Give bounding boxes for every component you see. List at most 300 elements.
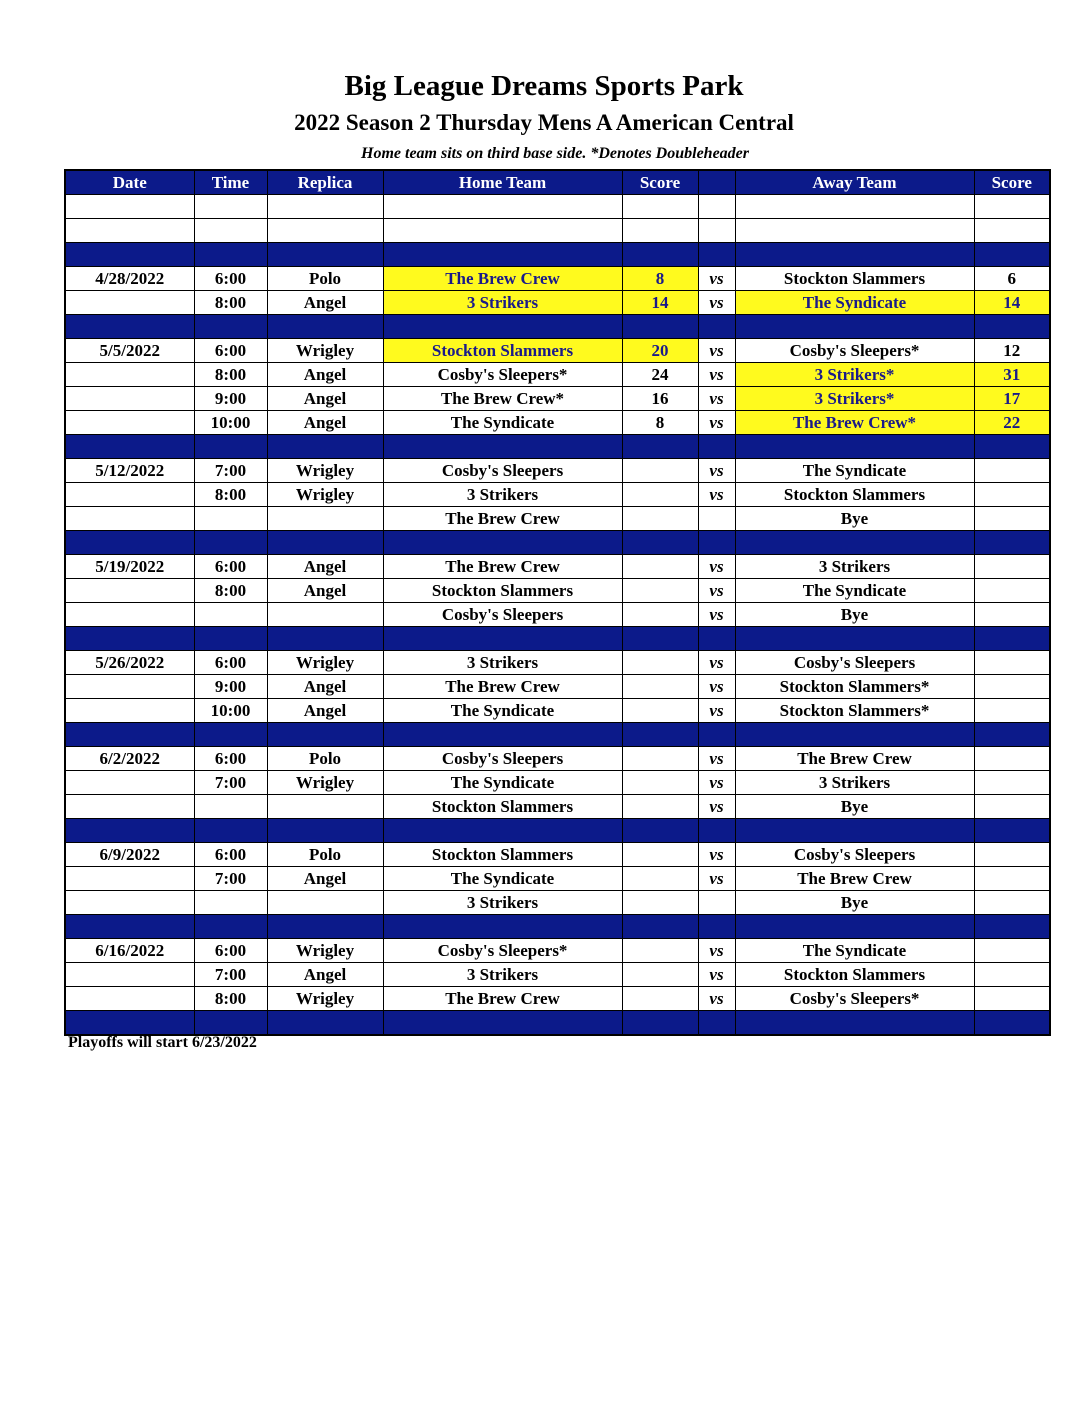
away-score-cell (974, 891, 1050, 915)
away-score-cell (974, 603, 1050, 627)
away-team-cell: The Brew Crew* (735, 411, 974, 435)
home-score-cell (622, 699, 698, 723)
home-score-cell (622, 963, 698, 987)
table-row (65, 771, 1050, 795)
away-team-cell (735, 531, 974, 555)
date-cell (65, 723, 194, 747)
away-score-cell: 17 (974, 387, 1050, 411)
time-cell: 8:00 (194, 483, 267, 507)
away-team-cell (735, 315, 974, 339)
home-team-cell (383, 435, 622, 459)
time-cell (194, 915, 267, 939)
away-team-cell: Bye (735, 795, 974, 819)
replica-cell: Wrigley (267, 939, 383, 963)
date-cell (65, 771, 194, 795)
home-score-cell (622, 987, 698, 1011)
home-score-cell (622, 843, 698, 867)
col-header-vs (698, 170, 735, 195)
replica-cell: Angel (267, 699, 383, 723)
replica-cell: Polo (267, 267, 383, 291)
date-cell (65, 483, 194, 507)
away-team-cell: Bye (735, 891, 974, 915)
home-score-cell (622, 507, 698, 531)
replica-cell: Angel (267, 291, 383, 315)
away-team-cell: The Syndicate (735, 579, 974, 603)
away-team-cell: The Brew Crew (735, 747, 974, 771)
home-team-cell: The Syndicate (383, 867, 622, 891)
away-score-cell (974, 243, 1050, 267)
time-cell: 6:00 (194, 267, 267, 291)
table-row (65, 507, 1050, 531)
date-cell: 5/5/2022 (65, 339, 194, 363)
vs-cell (698, 819, 735, 843)
vs-cell: vs (698, 387, 735, 411)
away-team-cell: The Syndicate (735, 939, 974, 963)
col-header-away-team: Away Team (735, 170, 974, 195)
vs-cell (698, 723, 735, 747)
vs-cell: vs (698, 843, 735, 867)
replica-cell: Wrigley (267, 987, 383, 1011)
home-team-cell (383, 1011, 622, 1036)
time-cell: 8:00 (194, 291, 267, 315)
date-cell (65, 699, 194, 723)
home-team-cell: The Brew Crew (383, 555, 622, 579)
away-score-cell (974, 675, 1050, 699)
home-score-cell (622, 603, 698, 627)
date-cell: 6/9/2022 (65, 843, 194, 867)
away-score-cell (974, 555, 1050, 579)
home-team-cell: The Syndicate (383, 771, 622, 795)
table-row (65, 411, 1050, 435)
home-team-cell (383, 315, 622, 339)
home-score-cell (622, 195, 698, 219)
time-cell (194, 723, 267, 747)
table-row (65, 339, 1050, 363)
replica-cell (267, 195, 383, 219)
home-score-cell (622, 435, 698, 459)
vs-cell: vs (698, 603, 735, 627)
time-cell (194, 507, 267, 531)
table-row (65, 387, 1050, 411)
away-score-cell (974, 771, 1050, 795)
table-row (65, 675, 1050, 699)
vs-cell: vs (698, 939, 735, 963)
separator-row (65, 627, 1050, 651)
away-team-cell: 3 Strikers (735, 771, 974, 795)
away-score-cell (974, 459, 1050, 483)
away-score-cell (974, 507, 1050, 531)
home-score-cell (622, 891, 698, 915)
home-team-cell: Stockton Slammers (383, 843, 622, 867)
vs-cell (698, 243, 735, 267)
date-cell (65, 795, 194, 819)
vs-cell (698, 915, 735, 939)
table-row (65, 963, 1050, 987)
away-score-cell: 22 (974, 411, 1050, 435)
time-cell: 8:00 (194, 363, 267, 387)
away-team-cell (735, 915, 974, 939)
home-score-cell (622, 315, 698, 339)
replica-cell: Angel (267, 363, 383, 387)
away-team-cell: Bye (735, 603, 974, 627)
vs-cell: vs (698, 483, 735, 507)
home-score-cell (622, 219, 698, 243)
home-team-cell: Stockton Slammers (383, 795, 622, 819)
date-cell (65, 675, 194, 699)
home-team-cell: Cosby's Sleepers (383, 459, 622, 483)
separator-row (65, 243, 1050, 267)
home-score-cell (622, 651, 698, 675)
table-row (65, 483, 1050, 507)
date-cell (65, 363, 194, 387)
time-cell (194, 195, 267, 219)
away-score-cell (974, 867, 1050, 891)
date-cell: 5/12/2022 (65, 459, 194, 483)
home-team-cell: Cosby's Sleepers* (383, 939, 622, 963)
home-team-cell (383, 219, 622, 243)
table-row (65, 555, 1050, 579)
time-cell (194, 435, 267, 459)
time-cell (194, 891, 267, 915)
replica-cell: Angel (267, 387, 383, 411)
away-score-cell (974, 1011, 1050, 1036)
vs-cell: vs (698, 363, 735, 387)
replica-cell: Wrigley (267, 483, 383, 507)
replica-cell (267, 435, 383, 459)
replica-cell: Wrigley (267, 771, 383, 795)
time-cell: 7:00 (194, 963, 267, 987)
time-cell: 8:00 (194, 987, 267, 1011)
time-cell (194, 819, 267, 843)
home-score-cell (622, 915, 698, 939)
vs-cell: vs (698, 675, 735, 699)
home-team-cell: The Syndicate (383, 699, 622, 723)
replica-cell (267, 219, 383, 243)
table-header-row (65, 170, 1050, 195)
vs-cell (698, 219, 735, 243)
page-title: Big League Dreams Sports Park (344, 70, 744, 102)
home-score-cell: 20 (622, 339, 698, 363)
away-team-cell: Stockton Slammers (735, 267, 974, 291)
time-cell (194, 315, 267, 339)
separator-row (65, 819, 1050, 843)
home-score-cell (622, 459, 698, 483)
away-team-cell: Bye (735, 507, 974, 531)
away-team-cell: Cosby's Sleepers* (735, 339, 974, 363)
time-cell: 7:00 (194, 771, 267, 795)
time-cell: 10:00 (194, 699, 267, 723)
home-score-cell (622, 723, 698, 747)
vs-cell: vs (698, 867, 735, 891)
table-row (65, 579, 1050, 603)
home-team-cell (383, 195, 622, 219)
away-score-cell: 12 (974, 339, 1050, 363)
date-cell (65, 987, 194, 1011)
date-cell (65, 819, 194, 843)
table-row (65, 363, 1050, 387)
vs-cell (698, 195, 735, 219)
time-cell (194, 603, 267, 627)
home-team-cell: The Brew Crew (383, 507, 622, 531)
table-row (65, 603, 1050, 627)
home-score-cell (622, 939, 698, 963)
away-score-cell (974, 315, 1050, 339)
replica-cell: Angel (267, 675, 383, 699)
home-team-cell (383, 243, 622, 267)
date-cell (65, 915, 194, 939)
away-team-cell (735, 195, 974, 219)
replica-cell (267, 315, 383, 339)
separator-row (65, 531, 1050, 555)
date-cell (65, 531, 194, 555)
home-team-cell: 3 Strikers (383, 483, 622, 507)
date-cell (65, 243, 194, 267)
away-score-cell (974, 963, 1050, 987)
vs-cell (698, 435, 735, 459)
home-team-cell: 3 Strikers (383, 891, 622, 915)
time-cell: 8:00 (194, 579, 267, 603)
away-score-cell (974, 723, 1050, 747)
date-cell (65, 219, 194, 243)
away-team-cell: The Syndicate (735, 459, 974, 483)
vs-cell: vs (698, 747, 735, 771)
table-row (65, 651, 1050, 675)
home-score-cell (622, 867, 698, 891)
home-team-cell (383, 627, 622, 651)
schedule-body (65, 195, 1050, 1036)
away-team-cell (735, 723, 974, 747)
away-score-cell (974, 219, 1050, 243)
date-cell: 6/16/2022 (65, 939, 194, 963)
home-score-cell: 8 (622, 411, 698, 435)
vs-cell: vs (698, 987, 735, 1011)
replica-cell: Wrigley (267, 459, 383, 483)
col-header-away-score: Score (974, 170, 1050, 195)
home-team-cell (383, 819, 622, 843)
time-cell (194, 627, 267, 651)
date-cell (65, 867, 194, 891)
time-cell: 6:00 (194, 651, 267, 675)
home-score-cell (622, 819, 698, 843)
home-team-cell: The Brew Crew (383, 267, 622, 291)
home-score-cell (622, 627, 698, 651)
home-team-cell (383, 723, 622, 747)
away-score-cell (974, 483, 1050, 507)
replica-cell: Polo (267, 747, 383, 771)
replica-cell (267, 627, 383, 651)
vs-cell: vs (698, 579, 735, 603)
away-team-cell: 3 Strikers* (735, 387, 974, 411)
away-team-cell: Stockton Slammers (735, 963, 974, 987)
home-score-cell (622, 771, 698, 795)
away-score-cell (974, 747, 1050, 771)
vs-cell: vs (698, 771, 735, 795)
home-score-cell (622, 579, 698, 603)
home-score-cell (622, 747, 698, 771)
date-cell (65, 891, 194, 915)
home-team-cell: Cosby's Sleepers (383, 747, 622, 771)
date-cell (65, 291, 194, 315)
col-header-time: Time (194, 170, 267, 195)
vs-cell (698, 531, 735, 555)
away-team-cell: Cosby's Sleepers (735, 651, 974, 675)
vs-cell: vs (698, 555, 735, 579)
vs-cell: vs (698, 411, 735, 435)
table-row (65, 867, 1050, 891)
table-row (65, 987, 1050, 1011)
away-score-cell (974, 627, 1050, 651)
away-score-cell (974, 699, 1050, 723)
date-cell (65, 315, 194, 339)
away-team-cell (735, 819, 974, 843)
time-cell: 9:00 (194, 675, 267, 699)
date-cell (65, 963, 194, 987)
table-row (65, 843, 1050, 867)
time-cell: 6:00 (194, 555, 267, 579)
date-cell: 6/2/2022 (65, 747, 194, 771)
away-score-cell: 14 (974, 291, 1050, 315)
replica-cell (267, 531, 383, 555)
date-cell (65, 579, 194, 603)
home-score-cell (622, 243, 698, 267)
replica-cell: Angel (267, 867, 383, 891)
table-row (65, 747, 1050, 771)
date-cell: 4/28/2022 (65, 267, 194, 291)
date-cell (65, 411, 194, 435)
replica-cell: Angel (267, 963, 383, 987)
vs-cell (698, 891, 735, 915)
vs-cell (698, 1011, 735, 1036)
replica-cell: Wrigley (267, 339, 383, 363)
away-team-cell: 3 Strikers* (735, 363, 974, 387)
away-score-cell: 6 (974, 267, 1050, 291)
time-cell: 7:00 (194, 459, 267, 483)
vs-cell (698, 507, 735, 531)
home-team-cell: Stockton Slammers (383, 339, 622, 363)
col-header-home-score: Score (622, 170, 698, 195)
table-row (65, 267, 1050, 291)
replica-cell: Angel (267, 555, 383, 579)
home-team-cell: The Brew Crew (383, 987, 622, 1011)
away-team-cell: Stockton Slammers (735, 483, 974, 507)
table-row (65, 795, 1050, 819)
away-score-cell: 31 (974, 363, 1050, 387)
time-cell: 6:00 (194, 747, 267, 771)
separator-row (65, 723, 1050, 747)
away-score-cell (974, 987, 1050, 1011)
vs-cell: vs (698, 795, 735, 819)
doubleheader-note: Home team sits on third base side. *Denotes Doubleheader (361, 145, 749, 162)
home-team-cell: Stockton Slammers (383, 579, 622, 603)
home-score-cell: 24 (622, 363, 698, 387)
away-team-cell: The Brew Crew (735, 867, 974, 891)
table-row (65, 939, 1050, 963)
vs-cell: vs (698, 291, 735, 315)
page-subtitle: 2022 Season 2 Thursday Mens A American Central (294, 110, 794, 135)
home-team-cell: The Brew Crew (383, 675, 622, 699)
separator-row (65, 915, 1050, 939)
vs-cell (698, 627, 735, 651)
time-cell: 9:00 (194, 387, 267, 411)
away-score-cell (974, 915, 1050, 939)
date-cell (65, 387, 194, 411)
home-score-cell (622, 531, 698, 555)
replica-cell (267, 243, 383, 267)
replica-cell (267, 723, 383, 747)
replica-cell (267, 795, 383, 819)
date-cell (65, 507, 194, 531)
away-score-cell (974, 843, 1050, 867)
blank-row (65, 195, 1050, 219)
time-cell (194, 243, 267, 267)
replica-cell (267, 1011, 383, 1036)
vs-cell: vs (698, 651, 735, 675)
away-team-cell: The Syndicate (735, 291, 974, 315)
away-score-cell (974, 195, 1050, 219)
away-score-cell (974, 531, 1050, 555)
time-cell: 10:00 (194, 411, 267, 435)
time-cell: 6:00 (194, 843, 267, 867)
separator-row (65, 315, 1050, 339)
replica-cell: Angel (267, 411, 383, 435)
date-cell (65, 195, 194, 219)
away-team-cell (735, 1011, 974, 1036)
away-score-cell (974, 435, 1050, 459)
home-team-cell: Cosby's Sleepers* (383, 363, 622, 387)
home-score-cell (622, 795, 698, 819)
col-header-home-team: Home Team (383, 170, 622, 195)
away-team-cell: 3 Strikers (735, 555, 974, 579)
home-team-cell (383, 531, 622, 555)
away-team-cell: Stockton Slammers* (735, 675, 974, 699)
home-score-cell (622, 483, 698, 507)
time-cell (194, 795, 267, 819)
home-score-cell: 16 (622, 387, 698, 411)
replica-cell (267, 819, 383, 843)
home-score-cell: 14 (622, 291, 698, 315)
away-score-cell (974, 819, 1050, 843)
time-cell: 7:00 (194, 867, 267, 891)
date-cell (65, 603, 194, 627)
home-score-cell (622, 555, 698, 579)
away-team-cell (735, 435, 974, 459)
vs-cell: vs (698, 459, 735, 483)
away-team-cell: Cosby's Sleepers (735, 843, 974, 867)
away-score-cell (974, 939, 1050, 963)
vs-cell: vs (698, 699, 735, 723)
vs-cell: vs (698, 963, 735, 987)
home-score-cell (622, 675, 698, 699)
table-row (65, 459, 1050, 483)
time-cell: 6:00 (194, 939, 267, 963)
blank-row (65, 219, 1050, 243)
replica-cell: Wrigley (267, 651, 383, 675)
col-header-replica: Replica (267, 170, 383, 195)
home-team-cell: 3 Strikers (383, 291, 622, 315)
home-score-cell (622, 1011, 698, 1036)
replica-cell: Angel (267, 579, 383, 603)
time-cell (194, 531, 267, 555)
table-row (65, 291, 1050, 315)
replica-cell: Polo (267, 843, 383, 867)
away-score-cell (974, 579, 1050, 603)
replica-cell (267, 507, 383, 531)
home-score-cell: 8 (622, 267, 698, 291)
table-row (65, 891, 1050, 915)
home-team-cell: 3 Strikers (383, 651, 622, 675)
home-team-cell (383, 915, 622, 939)
home-team-cell: Cosby's Sleepers (383, 603, 622, 627)
